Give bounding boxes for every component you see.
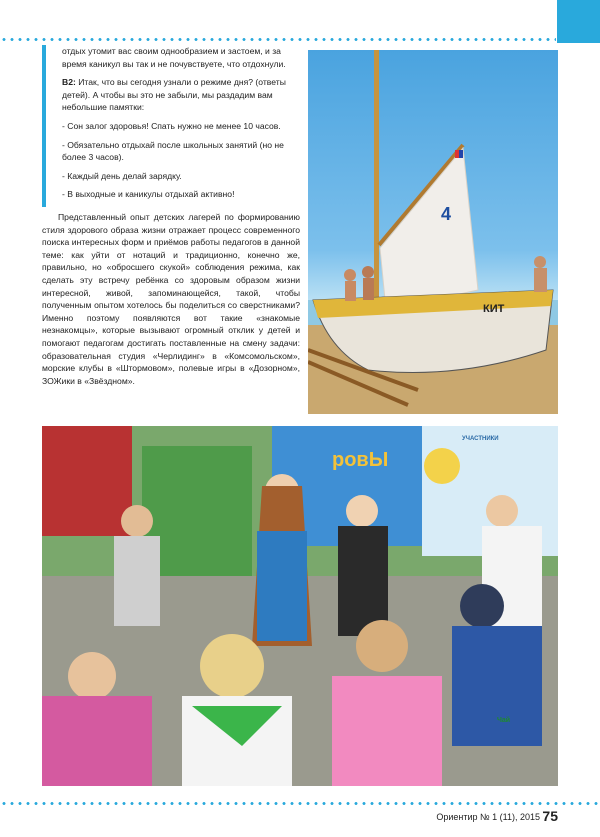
boat-photo	[308, 50, 558, 414]
b2-text: Итак, что вы сегодня узнали о режиме дня? (ответы детей). А чтобы вы это не забыли, мы раздадим вам небольшие памятки:	[62, 77, 286, 113]
mast	[374, 50, 379, 320]
memo-item-3: - Каждый день делай зарядку.	[62, 170, 182, 181]
left-display	[42, 426, 132, 536]
sidebar-para-2	[62, 76, 300, 114]
sidebar-quote-block	[42, 45, 300, 207]
page-number: 75	[542, 808, 558, 824]
b2-label: В2:	[62, 77, 76, 88]
top-dotted-rule	[0, 38, 556, 41]
bottom-dotted-rule	[0, 802, 600, 805]
magazine-issue: Ориентир № 1 (11), 2015	[436, 812, 540, 822]
banner-text: ровЫ	[332, 449, 389, 471]
participants-board-title: УЧАСТНИКИ	[462, 436, 499, 442]
boat-name: КИТ	[483, 303, 505, 315]
sidebar-para-1: отдых утомит вас своим однообразием и застоем, и за время каникул вы так и не почувствуете, что отдохнули.	[62, 46, 286, 69]
camp-photo	[42, 426, 558, 786]
memo-item-4: - В выходные и каникулы отдыхай активно!	[62, 189, 235, 200]
memo-item-1: - Сон залог здоровья! Спать нужно не менее 10 часов.	[62, 120, 281, 131]
bottle-label: Чай	[497, 717, 511, 724]
boat-illustration	[308, 50, 558, 414]
sail-number: 4	[441, 204, 452, 224]
memo-item-2: - Обязательно отдыхай после школьных занятий (но не более 3 часов).	[62, 139, 284, 163]
camp-illustration	[42, 426, 558, 786]
main-paragraph: Представленный опыт детских лагерей по формированию стиля здорового образа жизни отражает процесс современного поиска интересных форм и приёмов работы педагогов в данной теме: как уйти от нотаций и традиционно, конечно же, правильно, но «обросшего скукой» соблюдения режима, как сделать эту встречу ребёнка со здоровым образом жизни интересной, живой, запоминающейся, такой, чтобы полученным опытом хотелось бы поделиться со сверстниками? Именно поэтому появляются вот такие «знакомые незнакомцы», которые вызывают огромный отклик у детей и помогают педагогам достигать поставленные на смену задачи: образовательная студия «Черлидинг» в «Комсомольском», морские клубы в «Штормовом», полевые игры в «Дозорном», ЗОЖики в «Звёздном».	[42, 212, 300, 386]
corner-accent-box	[557, 0, 600, 43]
